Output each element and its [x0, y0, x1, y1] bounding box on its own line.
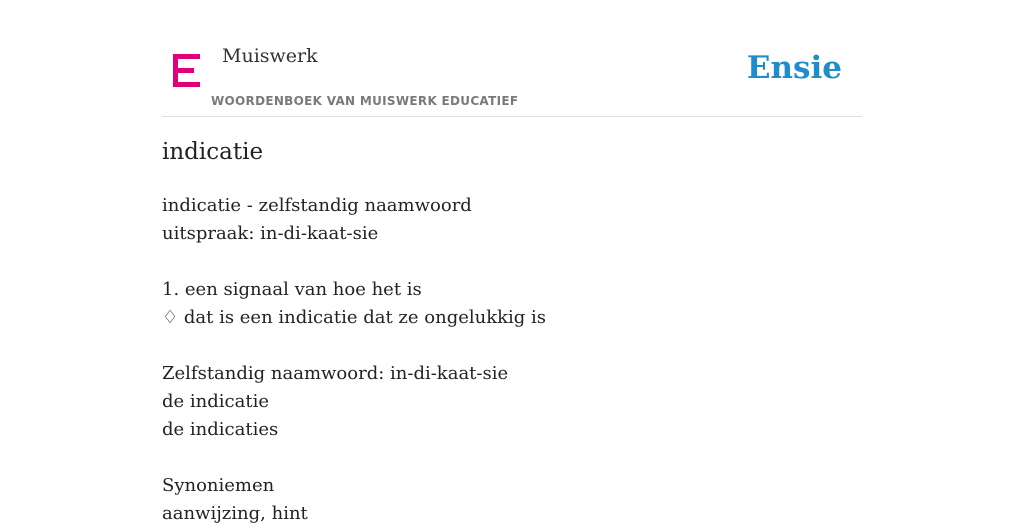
- header: [162, 0, 862, 117]
- entry-line-singular: de indicatie: [162, 391, 269, 412]
- entry-line-word-class: indicatie - zelfstandig naamwoord: [162, 195, 472, 216]
- page: [162, 0, 862, 524]
- entry-content: [162, 192, 546, 528]
- entry-line-blank: [162, 248, 546, 276]
- entry-line-plural: de indicaties: [162, 419, 279, 440]
- entry-line-definition: 1. een signaal van hoe het is: [162, 279, 422, 300]
- muiswerk-logo-icon: [173, 54, 200, 87]
- entry-line-pronunciation: uitspraak: in-di-kaat-sie: [162, 223, 379, 244]
- ensie-logo-link[interactable]: Ensie: [746, 50, 842, 86]
- entry-line-synonyms: aanwijzing, hint: [162, 503, 308, 524]
- entry-line-example: ♢ dat is een indicatie dat ze ongelukkig is: [162, 307, 547, 328]
- entry-line-blank: [162, 332, 546, 360]
- entry-title: indicatie: [162, 139, 264, 165]
- dictionary-subtitle: WOORDENBOEK VAN MUISWERK EDUCATIEF: [211, 94, 519, 108]
- entry-line-blank: [162, 444, 546, 472]
- entry-line-noun-heading: Zelfstandig naamwoord: in-di-kaat-sie: [162, 363, 509, 384]
- entry-line-synonyms-heading: Synoniemen: [162, 475, 275, 496]
- site-name-link[interactable]: Muiswerk: [222, 45, 318, 67]
